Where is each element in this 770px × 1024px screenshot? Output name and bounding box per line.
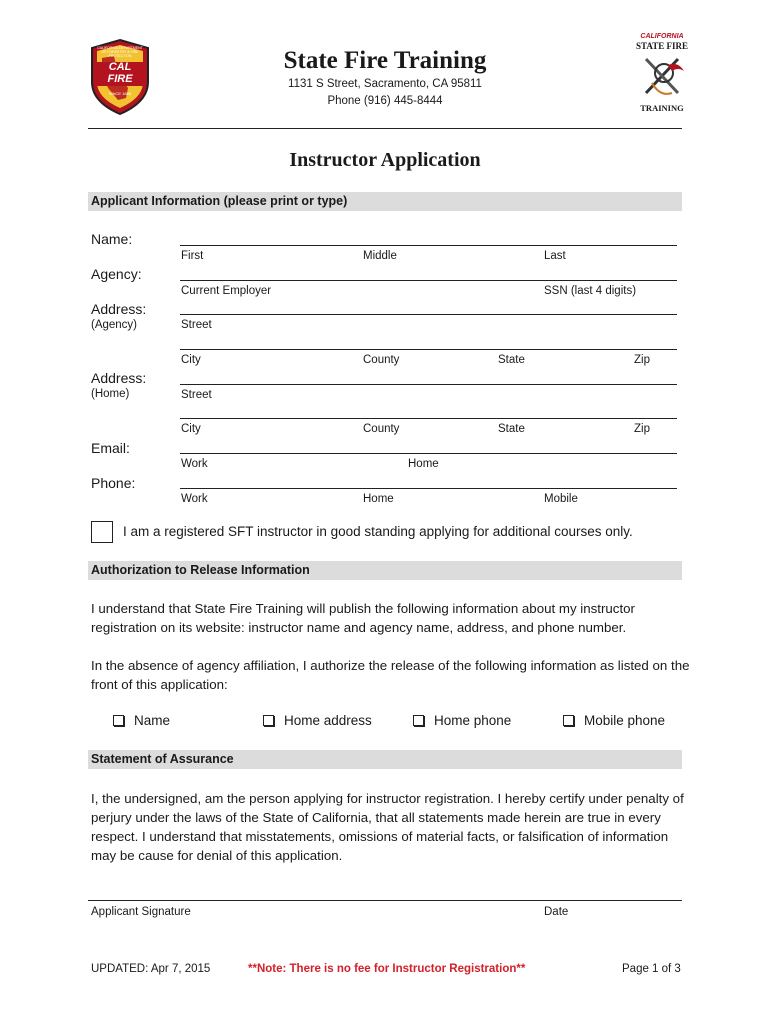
home-state-label: State bbox=[498, 423, 525, 435]
phone-work-label: Work bbox=[181, 493, 208, 505]
phone-mobile-label: Mobile bbox=[544, 493, 578, 505]
email-field[interactable] bbox=[180, 453, 677, 454]
release-option-home-address-label: Home address bbox=[284, 713, 372, 728]
address-home-note: (Home) bbox=[91, 388, 130, 400]
form-title: Instructor Application bbox=[289, 149, 481, 171]
cal-fire-logo bbox=[88, 38, 152, 116]
footer-page-number: Page 1 of 3 bbox=[622, 963, 681, 975]
assurance-section-header bbox=[88, 750, 682, 769]
name-label: Name: bbox=[91, 231, 133, 247]
home-address-checkbox-icon bbox=[263, 715, 274, 726]
release-option-home-phone[interactable] bbox=[413, 713, 511, 728]
address-agency-label: Address: bbox=[91, 301, 147, 317]
home-county-label: County bbox=[363, 423, 400, 435]
authorization-section-title: Authorization to Release Information bbox=[91, 563, 310, 577]
home-street-label: Street bbox=[181, 389, 212, 401]
agency-street-label: Street bbox=[181, 319, 212, 331]
sft-logo-mid: STATE FIRE bbox=[636, 41, 688, 51]
authorization-paragraph-2: In the absence of agency affiliation, I authorize the release of the following information as listed on the front of this application: bbox=[91, 658, 690, 692]
sft-logo-bottom: TRAINING bbox=[640, 103, 684, 113]
release-option-home-phone-label: Home phone bbox=[434, 713, 512, 728]
agency-street-field[interactable] bbox=[180, 314, 677, 315]
org-title: State Fire Training bbox=[283, 47, 487, 74]
sft-logo-top: CALIFORNIA bbox=[640, 33, 684, 40]
release-option-home-address[interactable] bbox=[263, 713, 372, 728]
authorization-section-header bbox=[88, 561, 682, 580]
applicant-section-title: Applicant Information (please print or type) bbox=[91, 194, 348, 208]
home-city-field[interactable] bbox=[180, 418, 677, 419]
address-agency-note: (Agency) bbox=[91, 319, 138, 331]
release-option-mobile-phone[interactable] bbox=[563, 713, 665, 728]
phone-home-label: Home bbox=[363, 493, 394, 505]
home-zip-label: Zip bbox=[634, 423, 650, 435]
home-phone-checkbox-icon bbox=[413, 715, 424, 726]
agency-ssn-label: SSN (last 4 digits) bbox=[544, 285, 637, 297]
email-label: Email: bbox=[91, 440, 130, 456]
name-first-label: First bbox=[181, 250, 204, 262]
assurance-section-title: Statement of Assurance bbox=[91, 752, 234, 766]
release-option-name[interactable] bbox=[113, 713, 170, 728]
phone-label: Phone: bbox=[91, 475, 136, 491]
email-work-label: Work bbox=[181, 458, 208, 470]
state-fire-training-logo bbox=[630, 33, 694, 115]
phone-field[interactable] bbox=[180, 488, 677, 489]
header-divider bbox=[88, 128, 682, 129]
mobile-phone-checkbox-icon bbox=[563, 715, 574, 726]
release-option-mobile-phone-label: Mobile phone bbox=[584, 713, 666, 728]
cal-fire-logo-top: CALIFORNIA DEPARTMENT OF FORESTRY & FIRE PROTECTION bbox=[97, 46, 143, 58]
assurance-paragraph: I, the undersigned, am the person applying for instructor registration. I hereby certify under penalty of perjury under the laws of the State of California, that all statements made herein are true in every respect. I understand that misstatements, omissions of material facts, or falsification of information may be cause for denial of this application. bbox=[91, 791, 684, 863]
authorization-paragraph-1: I understand that State Fire Training will publish the following information about my instructor registration on its website: instructor name and agency name, address, and phone number. bbox=[91, 601, 635, 635]
agency-state-label: State bbox=[498, 354, 525, 366]
registered-instructor-checkbox[interactable] bbox=[91, 521, 113, 543]
date-label: Date bbox=[544, 906, 569, 918]
footer-updated: UPDATED: Apr 7, 2015 bbox=[91, 963, 211, 975]
agency-field[interactable] bbox=[180, 280, 677, 281]
footer-fee-note: **Note: There is no fee for Instructor Registration** bbox=[248, 963, 526, 975]
agency-employer-label: Current Employer bbox=[181, 285, 272, 297]
agency-city-label: City bbox=[181, 354, 201, 366]
name-middle-label: Middle bbox=[363, 250, 397, 262]
registered-instructor-text: I am a registered SFT instructor in good standing applying for additional courses only. bbox=[123, 524, 633, 539]
cal-fire-logo-fire: FIRE bbox=[107, 73, 133, 85]
agency-label: Agency: bbox=[91, 266, 142, 282]
agency-city-field[interactable] bbox=[180, 349, 677, 350]
name-last-label: Last bbox=[544, 250, 566, 262]
cal-fire-logo-since: SINCE 1885 bbox=[108, 91, 132, 96]
signature-field[interactable] bbox=[88, 900, 682, 901]
release-option-name-label: Name bbox=[134, 713, 171, 728]
email-home-label: Home bbox=[408, 458, 439, 470]
name-field[interactable] bbox=[180, 245, 677, 246]
address-home-label: Address: bbox=[91, 370, 147, 386]
applicant-section-header bbox=[88, 192, 682, 211]
agency-zip-label: Zip bbox=[634, 354, 650, 366]
home-city-label: City bbox=[181, 423, 201, 435]
home-street-field[interactable] bbox=[180, 384, 677, 385]
agency-county-label: County bbox=[363, 354, 400, 366]
name-checkbox-icon bbox=[113, 715, 124, 726]
signature-label: Applicant Signature bbox=[91, 906, 191, 918]
org-phone: Phone (916) 445-8444 bbox=[327, 95, 443, 107]
org-address: 1131 S Street, Sacramento, CA 95811 bbox=[288, 78, 482, 90]
cal-fire-logo-cal: CAL bbox=[108, 61, 132, 73]
